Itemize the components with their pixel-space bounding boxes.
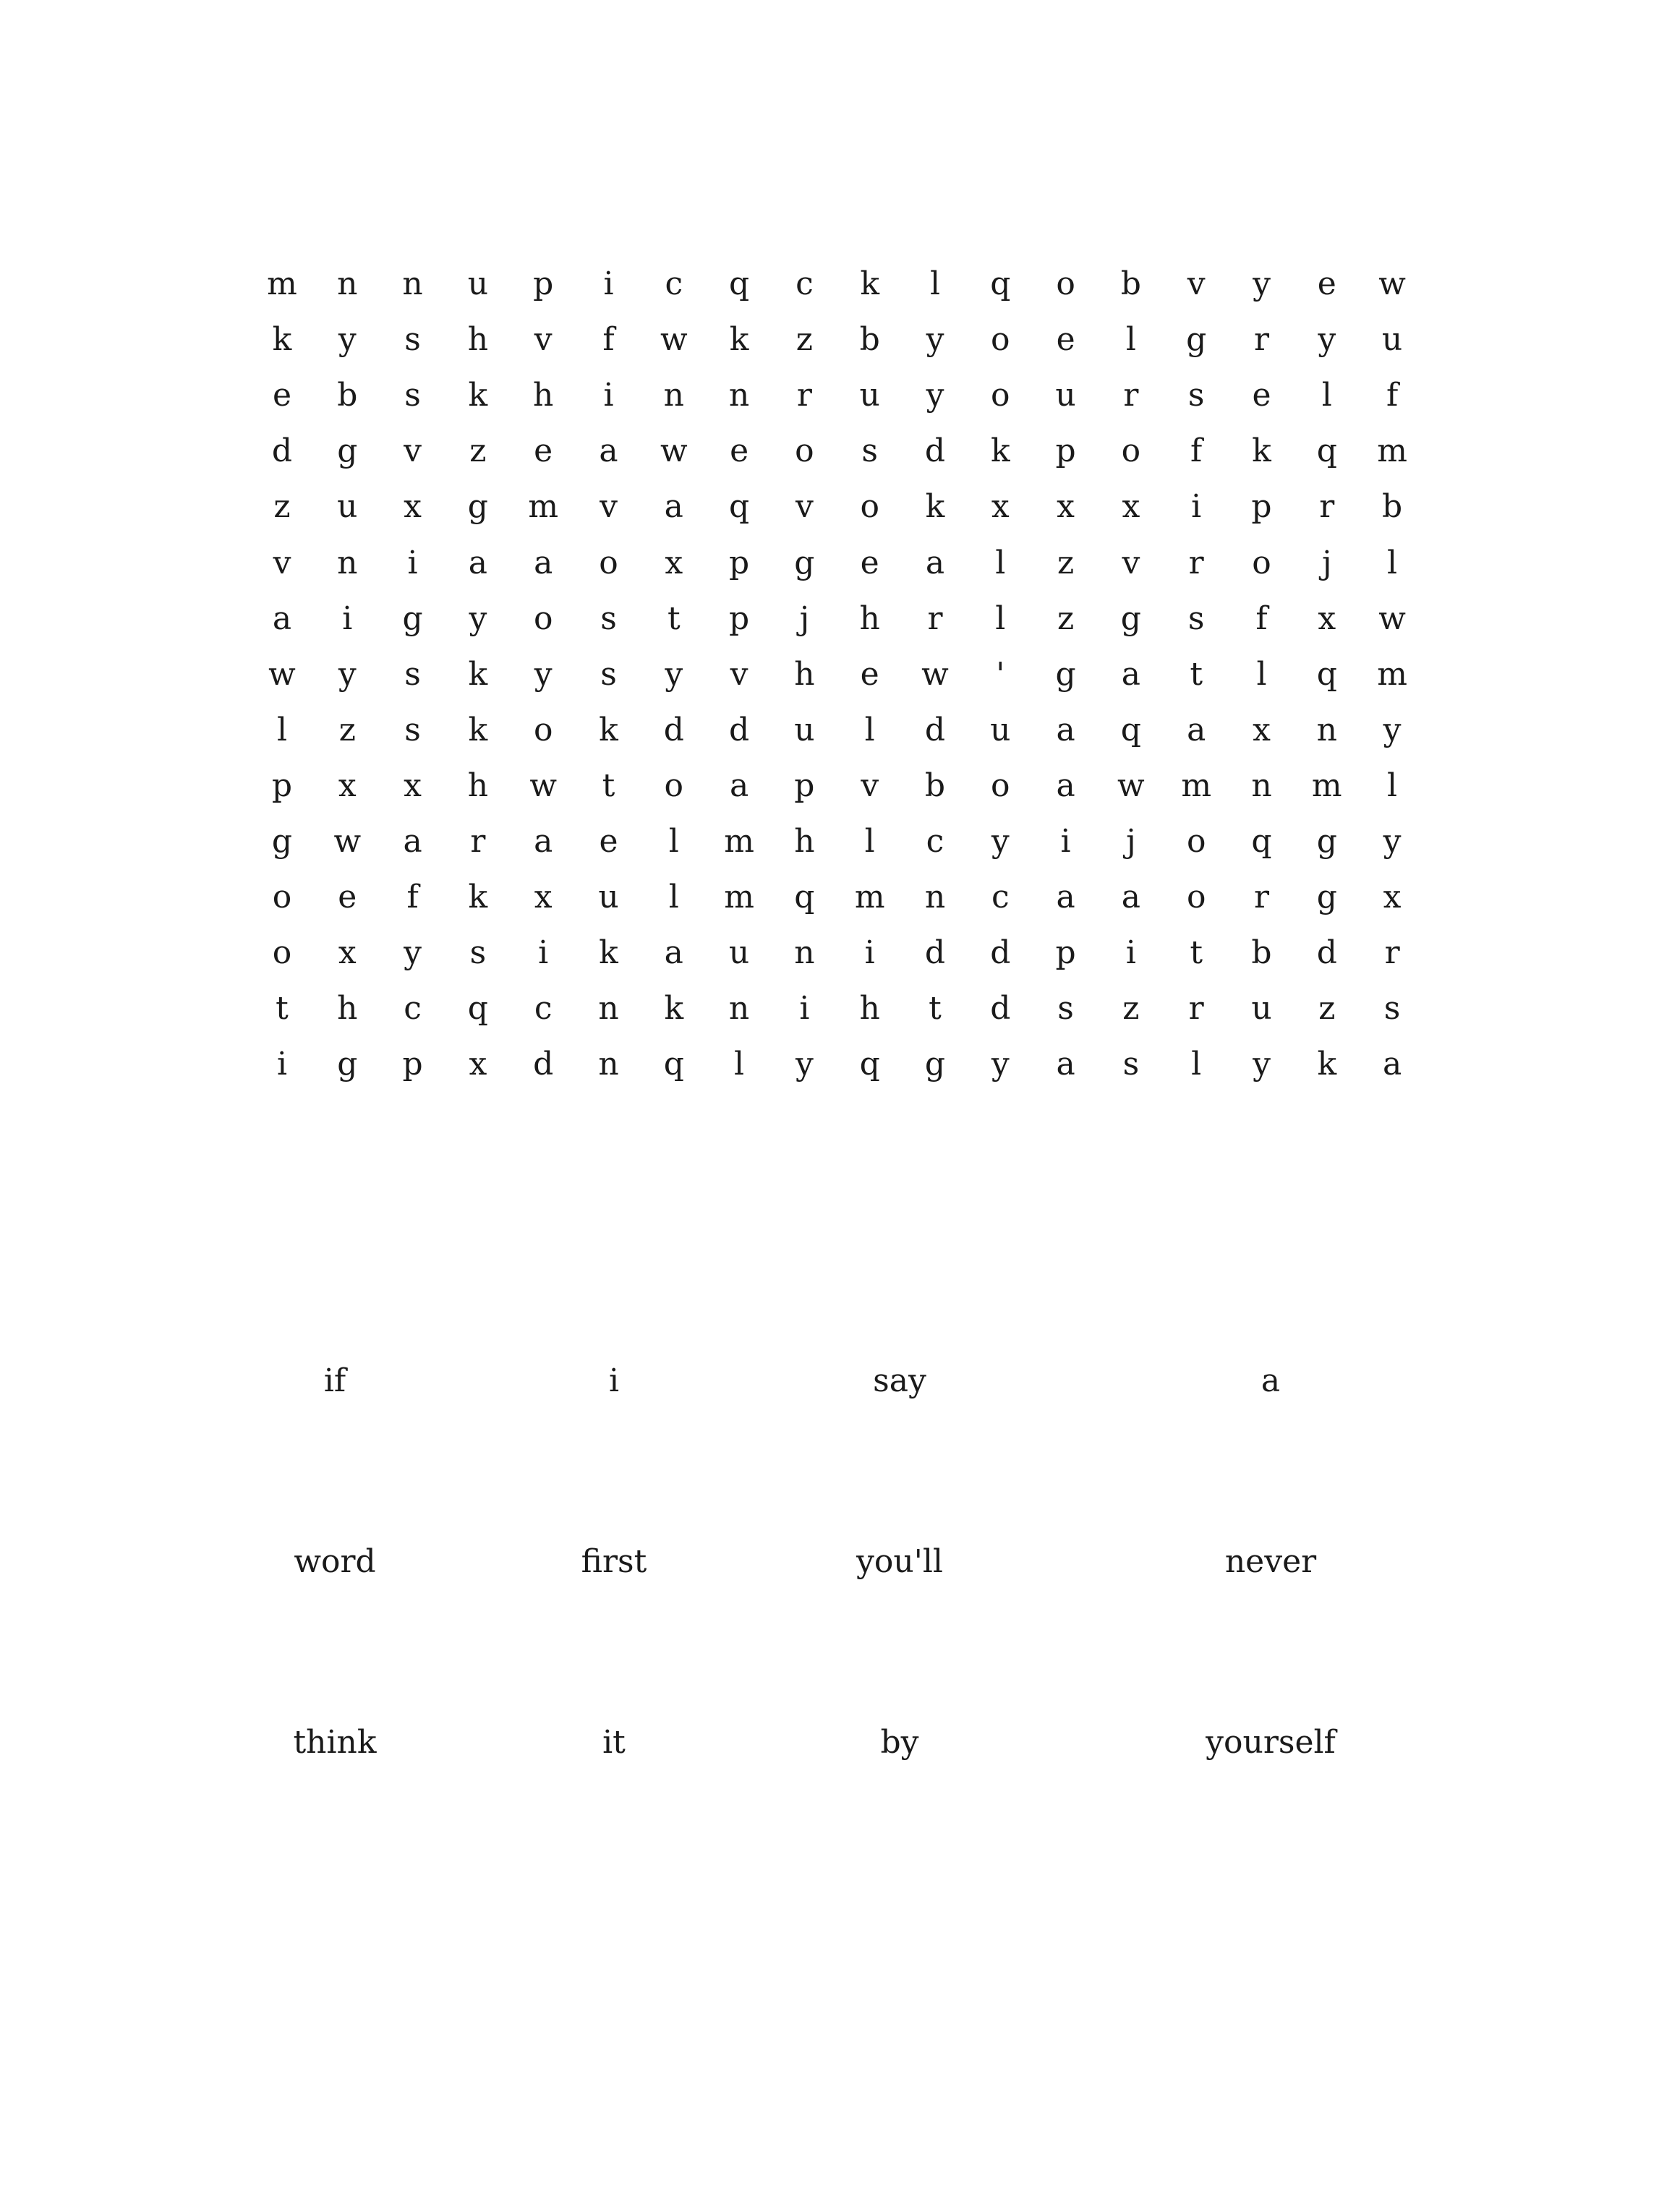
grid-letter[interactable]: a — [664, 934, 683, 972]
grid-letter[interactable]: u — [1055, 377, 1076, 414]
grid-letter[interactable]: g — [467, 488, 488, 526]
grid-letter[interactable]: h — [859, 599, 880, 637]
grid-letter[interactable]: p — [271, 766, 293, 804]
grid-letter[interactable]: n — [337, 544, 358, 581]
grid-letter[interactable]: f — [1386, 377, 1399, 414]
grid-letter[interactable]: u — [1251, 990, 1272, 1028]
grid-letter[interactable]: q — [467, 990, 488, 1028]
grid-letter[interactable]: t — [276, 990, 289, 1028]
word-list-item: never — [1224, 1543, 1317, 1580]
grid-letter[interactable]: z — [796, 321, 813, 359]
word-list-item: a — [1261, 1362, 1281, 1399]
grid-letter[interactable]: y — [1383, 823, 1402, 860]
grid-letter[interactable]: r — [927, 599, 943, 637]
grid-letter[interactable]: n — [794, 934, 815, 972]
grid-letter[interactable]: u — [728, 934, 750, 972]
grid-letter[interactable]: a — [729, 766, 749, 804]
grid-letter[interactable]: c — [926, 823, 944, 860]
grid-letter[interactable]: c — [665, 265, 683, 302]
grid-letter[interactable]: e — [272, 377, 292, 414]
grid-letter[interactable]: a — [1121, 879, 1140, 916]
grid-letter[interactable]: n — [728, 990, 750, 1028]
grid-letter[interactable]: d — [924, 711, 946, 748]
grid-letter[interactable]: m — [528, 488, 559, 526]
grid-letter[interactable]: b — [1382, 488, 1403, 526]
grid-letter[interactable]: o — [991, 766, 1010, 804]
grid-letter[interactable]: r — [1319, 488, 1335, 526]
grid-letter[interactable]: u — [859, 377, 880, 414]
grid-letter[interactable]: q — [1120, 711, 1141, 748]
grid-letter[interactable]: e — [599, 823, 618, 860]
grid-letter[interactable]: z — [1057, 544, 1075, 581]
grid-letter[interactable]: z — [1057, 599, 1075, 637]
grid-letter[interactable]: k — [1252, 432, 1271, 470]
grid-letter[interactable]: j — [1126, 823, 1136, 860]
grid-letter[interactable]: o — [664, 766, 684, 804]
grid-letter[interactable]: l — [929, 265, 941, 302]
grid-letter[interactable]: a — [1121, 655, 1140, 693]
grid-letter[interactable]: c — [404, 990, 422, 1028]
grid-letter[interactable]: s — [1187, 377, 1205, 414]
grid-letter[interactable]: s — [1187, 599, 1205, 637]
grid-letter[interactable]: n — [1251, 766, 1272, 804]
grid-letter[interactable]: s — [1122, 1046, 1140, 1083]
grid-letter[interactable]: k — [729, 321, 749, 359]
grid-letter[interactable]: o — [860, 488, 879, 526]
grid-letter[interactable]: q — [990, 265, 1011, 302]
grid-letter[interactable]: o — [991, 321, 1010, 359]
grid-letter[interactable]: v — [534, 321, 553, 359]
grid-letter[interactable]: h — [794, 823, 815, 860]
grid-letter[interactable]: l — [864, 823, 875, 860]
grid-letter[interactable]: k — [990, 432, 1010, 470]
grid-letter[interactable]: g — [402, 599, 423, 637]
grid-letter[interactable]: s — [861, 432, 878, 470]
grid-letter[interactable]: s — [404, 655, 421, 693]
grid-letter[interactable]: l — [1191, 1046, 1202, 1083]
grid-letter[interactable]: s — [404, 711, 421, 748]
grid-letter[interactable]: y — [991, 1046, 1010, 1083]
grid-letter[interactable]: y — [1253, 265, 1271, 302]
grid-letter[interactable]: u — [598, 879, 619, 916]
grid-letter[interactable]: y — [1318, 321, 1336, 359]
grid-letter[interactable]: y — [795, 1046, 814, 1083]
grid-letter[interactable]: l — [995, 599, 1006, 637]
grid-letter[interactable]: i — [407, 544, 418, 581]
word-list-item: by — [880, 1724, 919, 1761]
grid-letter[interactable]: x — [534, 879, 553, 916]
grid-letter[interactable]: g — [924, 1046, 946, 1083]
grid-letter[interactable]: w — [529, 766, 558, 804]
grid-letter[interactable]: l — [668, 879, 679, 916]
grid-letter[interactable]: i — [799, 990, 810, 1028]
grid-letter[interactable]: r — [1188, 990, 1204, 1028]
grid-letter[interactable]: c — [991, 879, 1010, 916]
grid-letter[interactable]: a — [1056, 879, 1075, 916]
grid-letter[interactable]: q — [1251, 823, 1272, 860]
grid-letter[interactable]: t — [667, 599, 681, 637]
grid-letter[interactable]: p — [1055, 432, 1076, 470]
grid-letter[interactable]: y — [665, 655, 683, 693]
grid-letter[interactable]: d — [924, 432, 946, 470]
grid-letter[interactable]: n — [1316, 711, 1337, 748]
grid-letter[interactable]: v — [795, 488, 814, 526]
grid-letter[interactable]: r — [1253, 321, 1270, 359]
grid-letter[interactable]: i — [603, 377, 614, 414]
grid-letter[interactable]: u — [467, 265, 489, 302]
grid-letter[interactable]: i — [864, 934, 875, 972]
grid-letter[interactable]: p — [729, 599, 750, 637]
grid-letter[interactable]: o — [991, 377, 1010, 414]
grid-letter[interactable]: h — [859, 990, 880, 1028]
grid-letter[interactable]: v — [861, 766, 879, 804]
grid-letter[interactable]: x — [338, 934, 357, 972]
grid-letter[interactable]: z — [469, 432, 487, 470]
grid-letter[interactable]: g — [1316, 823, 1337, 860]
grid-letter[interactable]: p — [794, 766, 815, 804]
grid-letter[interactable]: i — [1060, 823, 1071, 860]
grid-letter[interactable]: m — [1377, 655, 1407, 693]
grid-letter[interactable]: w — [333, 823, 362, 860]
grid-letter[interactable]: a — [403, 823, 422, 860]
grid-letter[interactable]: d — [990, 934, 1011, 972]
grid-letter[interactable]: s — [600, 655, 617, 693]
grid-letter[interactable]: v — [600, 488, 618, 526]
grid-letter[interactable]: x — [469, 1046, 487, 1083]
grid-letter[interactable]: o — [1056, 265, 1075, 302]
grid-letter[interactable]: w — [660, 432, 688, 470]
grid-letter[interactable]: r — [1384, 934, 1400, 972]
grid-letter[interactable]: i — [276, 1046, 288, 1083]
grid-letter[interactable]: e — [860, 655, 879, 693]
grid-letter[interactable]: i — [342, 599, 353, 637]
grid-letter[interactable]: i — [1191, 488, 1202, 526]
grid-letter[interactable]: q — [859, 1046, 880, 1083]
grid-letter[interactable]: b — [1251, 934, 1272, 972]
grid-letter[interactable]: o — [1186, 879, 1206, 916]
grid-letter[interactable]: c — [534, 990, 553, 1028]
grid-letter[interactable]: k — [664, 990, 684, 1028]
grid-letter[interactable]: h — [794, 655, 815, 693]
grid-letter[interactable]: e — [338, 879, 357, 916]
word-list-item: think — [293, 1724, 377, 1761]
grid-letter[interactable]: o — [795, 432, 814, 470]
grid-letter[interactable]: n — [663, 377, 684, 414]
grid-letter[interactable]: i — [538, 934, 549, 972]
grid-letter[interactable]: d — [1316, 934, 1337, 972]
grid-letter[interactable]: x — [1122, 488, 1140, 526]
grid-letter[interactable]: x — [1253, 711, 1271, 748]
grid-letter[interactable]: b — [924, 766, 946, 804]
grid-letter[interactable]: a — [534, 544, 553, 581]
grid-letter[interactable]: k — [468, 655, 488, 693]
grid-letter[interactable]: j — [1321, 544, 1332, 581]
grid-letter[interactable]: l — [1321, 377, 1332, 414]
grid-letter[interactable]: t — [1190, 655, 1203, 693]
grid-letter[interactable]: h — [533, 377, 554, 414]
grid-letter[interactable]: g — [337, 1046, 358, 1083]
grid-letter[interactable]: p — [402, 1046, 423, 1083]
grid-letter[interactable]: y — [534, 655, 553, 693]
grid-letter[interactable]: w — [268, 655, 296, 693]
grid-letter[interactable]: s — [1383, 990, 1401, 1028]
grid-letter[interactable]: o — [1186, 823, 1206, 860]
grid-letter[interactable]: s — [469, 934, 487, 972]
grid-letter[interactable]: y — [926, 321, 944, 359]
grid-letter[interactable]: o — [533, 711, 553, 748]
grid-letter[interactable]: o — [272, 879, 292, 916]
grid-letter[interactable]: h — [337, 990, 358, 1028]
grid-letter[interactable]: b — [337, 377, 358, 414]
grid-letter[interactable]: x — [1383, 879, 1402, 916]
grid-letter[interactable]: q — [729, 265, 750, 302]
grid-letter[interactable]: t — [929, 990, 942, 1028]
grid-letter[interactable]: k — [272, 321, 292, 359]
word-list-item: it — [602, 1724, 626, 1761]
grid-letter[interactable]: f — [1255, 599, 1268, 637]
grid-letter[interactable]: i — [1125, 934, 1136, 972]
grid-letter[interactable]: n — [598, 990, 619, 1028]
grid-letter[interactable]: e — [1056, 321, 1075, 359]
grid-letter[interactable]: z — [1318, 990, 1336, 1028]
grid-letter[interactable]: z — [338, 711, 356, 748]
grid-letter[interactable]: k — [599, 934, 618, 972]
grid-letter[interactable]: y — [926, 377, 944, 414]
grid-letter[interactable]: f — [602, 321, 615, 359]
grid-letter[interactable]: q — [1316, 655, 1337, 693]
grid-letter[interactable]: r — [796, 377, 812, 414]
word-list-item: first — [581, 1543, 647, 1580]
word-list-item: word — [294, 1543, 376, 1580]
grid-letter[interactable]: m — [724, 823, 754, 860]
grid-letter[interactable]: a — [1187, 711, 1206, 748]
grid-letter[interactable]: a — [468, 544, 487, 581]
grid-letter[interactable]: m — [1311, 766, 1342, 804]
grid-letter[interactable]: g — [1316, 879, 1337, 916]
grid-letter[interactable]: l — [1387, 766, 1398, 804]
grid-letter[interactable]: u — [1381, 321, 1403, 359]
grid-letter[interactable]: v — [1122, 544, 1140, 581]
grid-letter[interactable]: g — [337, 432, 358, 470]
grid-letter[interactable]: y — [991, 823, 1010, 860]
grid-letter[interactable]: l — [668, 823, 679, 860]
grid-letter[interactable]: e — [730, 432, 749, 470]
grid-letter[interactable]: w — [660, 321, 688, 359]
grid-letter[interactable]: q — [729, 488, 750, 526]
grid-letter[interactable]: d — [729, 711, 750, 748]
grid-letter[interactable]: m — [854, 879, 885, 916]
grid-letter[interactable]: e — [1252, 377, 1271, 414]
grid-letter[interactable]: u — [337, 488, 358, 526]
grid-letter[interactable]: r — [1123, 377, 1139, 414]
grid-letter[interactable]: d — [271, 432, 293, 470]
grid-letter[interactable]: d — [663, 711, 684, 748]
grid-letter[interactable]: n — [728, 377, 750, 414]
grid-letter[interactable]: m — [1377, 432, 1407, 470]
grid-letter[interactable]: l — [1256, 655, 1267, 693]
grid-letter[interactable]: l — [995, 544, 1006, 581]
grid-letter[interactable]: z — [273, 488, 291, 526]
grid-letter[interactable]: a — [599, 432, 618, 470]
grid-letter[interactable]: x — [991, 488, 1010, 526]
grid-letter[interactable]: k — [468, 879, 488, 916]
grid-letter[interactable]: l — [1125, 321, 1136, 359]
grid-letter[interactable]: y — [338, 655, 357, 693]
grid-letter[interactable]: x — [404, 766, 422, 804]
grid-letter[interactable]: e — [1317, 265, 1336, 302]
grid-letter[interactable]: k — [468, 377, 488, 414]
grid-letter[interactable]: p — [1251, 488, 1272, 526]
grid-letter[interactable]: s — [600, 599, 617, 637]
grid-letter[interactable]: g — [1055, 655, 1076, 693]
grid-letter[interactable]: w — [921, 655, 949, 693]
word-list-item: i — [608, 1362, 620, 1399]
grid-letter[interactable]: l — [1387, 544, 1398, 581]
grid-letter[interactable]: d — [533, 1046, 554, 1083]
grid-letter[interactable]: l — [734, 1046, 745, 1083]
grid-letter[interactable]: n — [402, 265, 423, 302]
grid-letter[interactable]: a — [272, 599, 292, 637]
grid-letter[interactable]: o — [272, 934, 292, 972]
grid-letter[interactable]: t — [1190, 934, 1203, 972]
grid-letter[interactable]: m — [1181, 766, 1212, 804]
grid-letter[interactable]: v — [273, 544, 291, 581]
grid-letter[interactable]: g — [271, 823, 293, 860]
grid-letter[interactable]: b — [859, 321, 880, 359]
grid-letter[interactable]: o — [1252, 544, 1271, 581]
grid-letter[interactable]: c — [796, 265, 814, 302]
grid-letter[interactable]: a — [1382, 1046, 1402, 1083]
grid-letter[interactable]: n — [598, 1046, 619, 1083]
grid-letter[interactable]: h — [467, 766, 489, 804]
grid-letter[interactable]: e — [534, 432, 553, 470]
grid-letter[interactable]: n — [337, 265, 358, 302]
grid-letter[interactable]: k — [468, 711, 488, 748]
grid-letter[interactable]: s — [404, 377, 421, 414]
grid-letter[interactable]: p — [729, 544, 750, 581]
grid-letter[interactable]: b — [1120, 265, 1141, 302]
grid-letter[interactable]: o — [599, 544, 618, 581]
grid-letter[interactable]: s — [1057, 990, 1074, 1028]
grid-letter[interactable]: g — [1186, 321, 1207, 359]
grid-letter[interactable]: u — [990, 711, 1011, 748]
grid-letter[interactable]: k — [925, 488, 945, 526]
grid-letter[interactable]: z — [1122, 990, 1140, 1028]
grid-letter[interactable]: v — [404, 432, 422, 470]
word-list-item: you'll — [856, 1543, 943, 1580]
grid-letter[interactable]: y — [404, 934, 422, 972]
grid-letter[interactable]: w — [1117, 766, 1145, 804]
grid-letter[interactable]: n — [924, 879, 946, 916]
grid-letter[interactable]: a — [534, 823, 553, 860]
grid-letter[interactable]: q — [794, 879, 815, 916]
grid-letter[interactable]: e — [860, 544, 879, 581]
grid-letter[interactable]: ' — [996, 655, 1005, 693]
grid-letter[interactable]: a — [925, 544, 945, 581]
grid-letter[interactable]: f — [406, 879, 419, 916]
grid-letter[interactable]: d — [924, 934, 946, 972]
grid-letter[interactable]: m — [267, 265, 297, 302]
grid-letter[interactable]: r — [1253, 879, 1270, 916]
grid-letter[interactable]: r — [470, 823, 486, 860]
grid-letter[interactable]: w — [1378, 599, 1406, 637]
grid-letter[interactable]: i — [603, 265, 614, 302]
grid-letter[interactable]: y — [469, 599, 487, 637]
grid-letter[interactable]: a — [1056, 711, 1075, 748]
grid-letter[interactable]: q — [1316, 432, 1337, 470]
grid-letter[interactable]: x — [338, 766, 357, 804]
grid-letter[interactable]: y — [1253, 1046, 1271, 1083]
grid-letter[interactable]: a — [1056, 766, 1075, 804]
grid-letter[interactable]: p — [1055, 934, 1076, 972]
grid-letter[interactable]: x — [665, 544, 683, 581]
grid-letter[interactable]: f — [1190, 432, 1203, 470]
grid-letter[interactable]: g — [1120, 599, 1141, 637]
grid-letter[interactable]: l — [276, 711, 288, 748]
grid-letter[interactable]: v — [1187, 265, 1206, 302]
grid-letter[interactable]: j — [799, 599, 810, 637]
word-list-item: yourself — [1206, 1724, 1336, 1761]
grid-letter[interactable]: x — [1318, 599, 1336, 637]
grid-letter[interactable]: o — [533, 599, 553, 637]
grid-letter[interactable]: r — [1188, 544, 1204, 581]
grid-letter[interactable]: o — [1121, 432, 1141, 470]
grid-letter[interactable]: k — [1317, 1046, 1337, 1083]
grid-letter[interactable]: u — [794, 711, 815, 748]
grid-letter[interactable]: a — [664, 488, 683, 526]
grid-letter[interactable]: s — [404, 321, 421, 359]
grid-letter[interactable]: m — [724, 879, 754, 916]
grid-letter[interactable]: x — [404, 488, 422, 526]
grid-letter[interactable]: g — [794, 544, 815, 581]
word-list-item: say — [873, 1362, 926, 1399]
grid-letter[interactable]: k — [599, 711, 618, 748]
grid-letter[interactable]: y — [338, 321, 357, 359]
grid-letter[interactable]: v — [730, 655, 748, 693]
grid-letter[interactable]: a — [1056, 1046, 1075, 1083]
grid-letter[interactable]: p — [533, 265, 554, 302]
grid-letter[interactable]: t — [602, 766, 615, 804]
grid-letter[interactable]: k — [860, 265, 880, 302]
grid-letter[interactable]: h — [467, 321, 489, 359]
grid-letter[interactable]: w — [1378, 265, 1406, 302]
word-list-item: if — [323, 1362, 346, 1399]
grid-letter[interactable]: y — [1383, 711, 1402, 748]
grid-letter[interactable]: x — [1057, 488, 1075, 526]
grid-letter[interactable]: l — [864, 711, 875, 748]
grid-letter[interactable]: d — [990, 990, 1011, 1028]
grid-letter[interactable]: q — [663, 1046, 684, 1083]
